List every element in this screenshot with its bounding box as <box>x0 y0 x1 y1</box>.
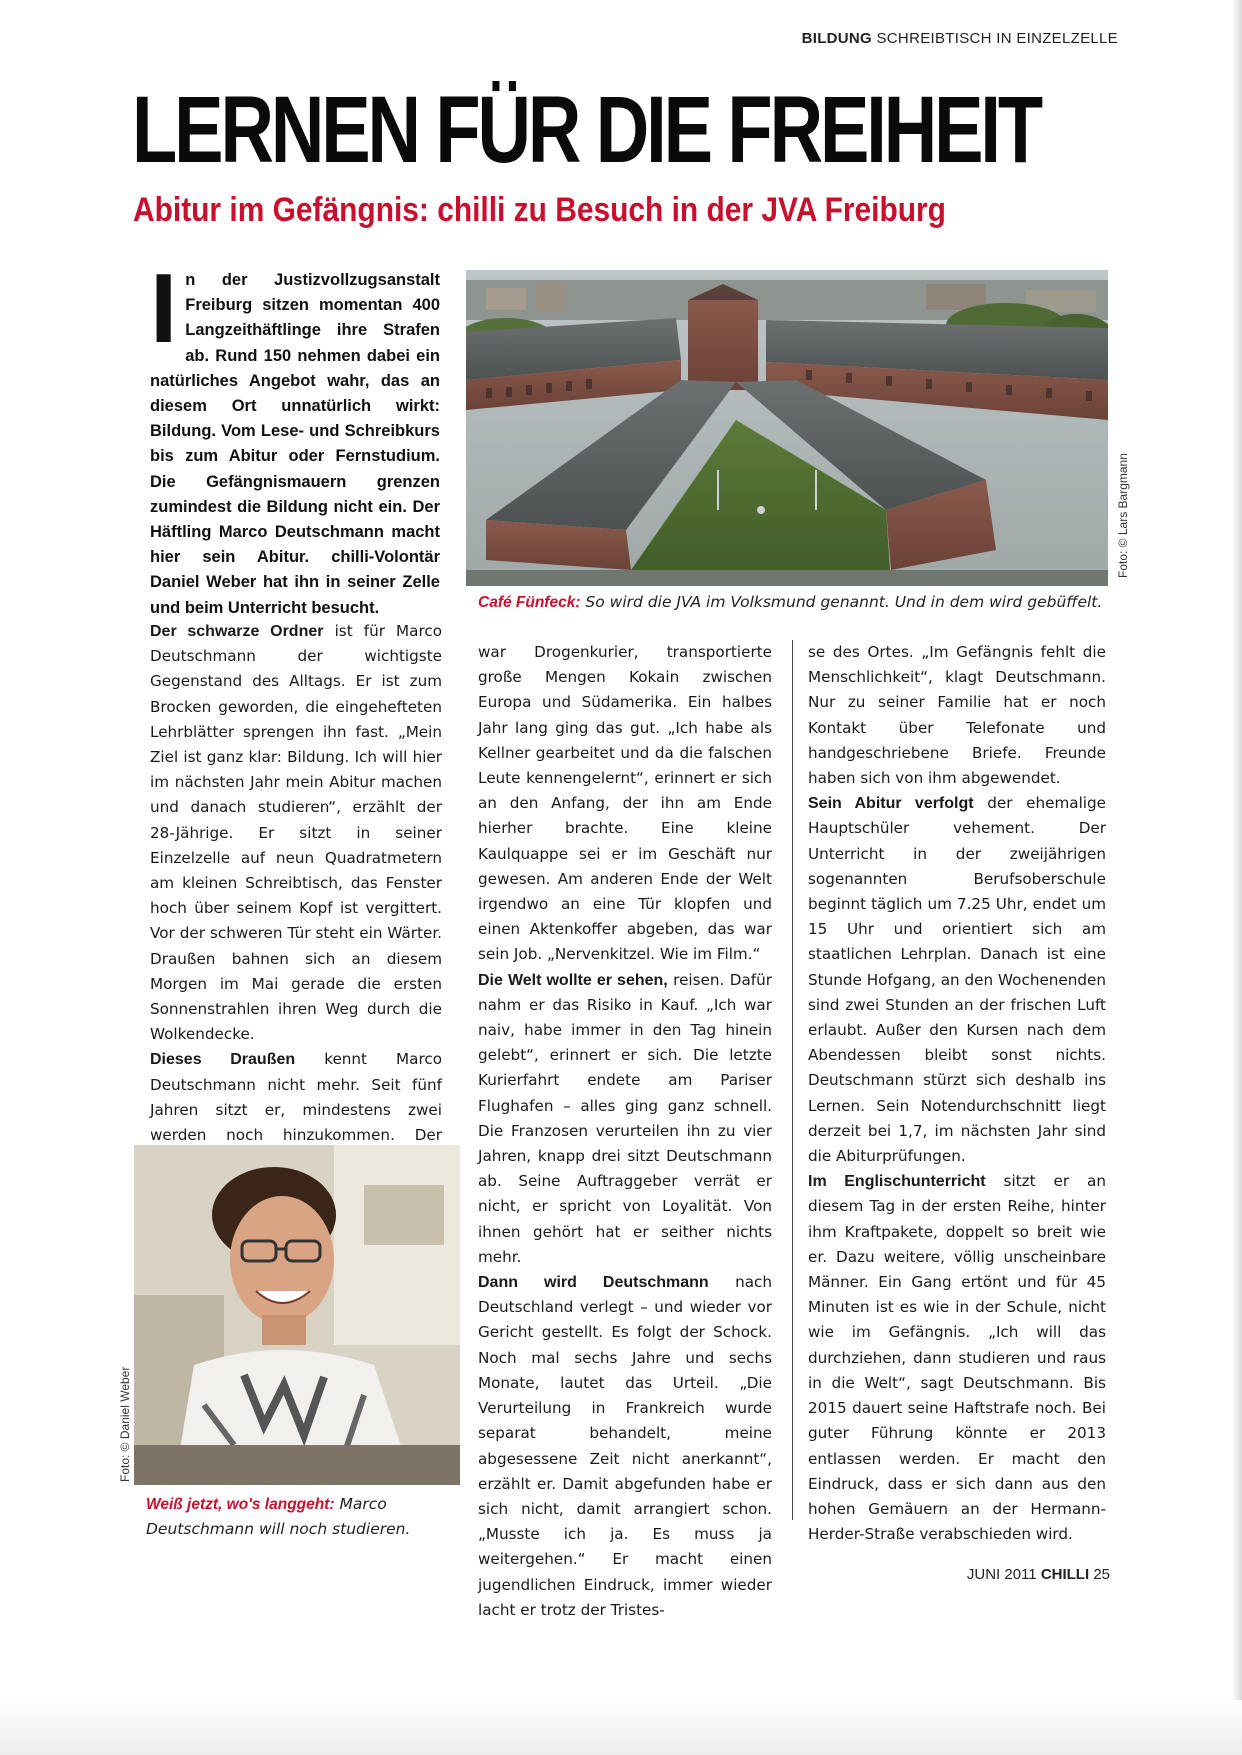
paragraph <box>808 1169 1106 1547</box>
paragraph-text: reisen. Dafür nahm er das Risiko in Kauf. „Ich war naiv, habe immer in den Tag hinein gelebt“, erinnert er sich. Die letzte Kurierfahrt endete am Pariser Flughafen – alles ging ganz schnell. Die Franzosen verurteilen ihn zu vier Jahren, knapp drei sitzt Deutschmann ab. Seine Auftraggeber verrät er nicht, er spricht von Loyalität. Von ihnen gehört hat er seither nichts mehr. <box>478 970 772 1266</box>
folio-magazine: CHILLI <box>1040 1566 1090 1583</box>
paragraph-text: se des Ortes. „Im Gefängnis fehlt die Menschlichkeit“, klagt Deutschmann. Nur zu seiner Familie hat er noch Kontakt über Telefonate und handgeschriebene Briefe. Freunde haben sich von ihm abgewendet. <box>808 643 1106 788</box>
column-divider <box>792 640 793 1520</box>
section-name: BILDUNG <box>801 30 873 47</box>
caption-portrait-text: Marco Deutschmann will noch studieren. <box>146 1495 411 1538</box>
paragraph-text: der ehemalige Hauptschüler vehement. Der Unterricht in der zweijährigen sogenannten Berufsoberschule beginnt täglich um 7.25 Uhr, endet um 15 Uhr und orientiert sich am staatlichen Lehrplan. Danach ist eine Stunde Hofgang, an den Wochenenden sind zwei Stunden an der frischen Luft erlaubt. Außer den Kursen nach dem Abendessen bleibt sonst nichts. Deutschmann stürzt sich deshalb ins Lernen. Sein Notendurchschnitt liegt derzeit bei 1,7, im nächsten Jahr sind die Abiturprüfungen. <box>808 794 1106 1166</box>
caption-portrait <box>146 1492 466 1541</box>
paragraph-lead: Dann wird Deutschmann <box>478 1274 709 1292</box>
paragraph <box>150 619 442 1047</box>
headline: LERNEN FÜR DIE FREIHEIT <box>132 77 1041 183</box>
paragraph-text: ist für Marco Deutschmann der wichtigste Gegenstand des Alltags. Er ist zum Brocken geworden, die eingehefteten Lehrblätter sprengen ihn fast. „Mein Ziel ist ganz klar: Bildung. Ich will hier im nächsten Jahr mein Abitur machen und danach studieren“, erzählt der 28-Jährige. Er sitzt in seiner Einzelzelle auf neun Quadratmetern am kleinen Schreibtisch, das Fenster hoch über seinem Kopf ist vergittert. Vor der schweren Tür steht ein Wärter. Draußen bahnen sich an diesem Morgen im Mai gerade die ersten Sonnenstrahlen ihren Weg durch die Wolkendecke. <box>150 622 443 1044</box>
dropcap: I <box>150 253 178 363</box>
photo-credit-portrait: Foto: © Daniel Weber <box>118 1366 132 1482</box>
caption-main-lead: Café Fünfeck: <box>478 594 581 611</box>
paragraph-lead: Der schwarze Ordner <box>150 623 324 640</box>
lead-paragraph <box>150 253 440 621</box>
prison-aerial-photo <box>466 270 1108 586</box>
paragraph-lead: Im Englischunterricht <box>808 1173 986 1191</box>
paragraph-text: nach Deutschland verlegt – und wieder vor Gericht gestellt. Es folgt der Schock. Noch mal sechs Jahre und sechs Monate, lautet das Urteil. „Die Verurteilung in Frankreich wurde separat behandelt, meine abgesessene Zeit nicht anerkannt“, erzählt er. Damit abgefunden habe er sich nicht, damit arrangiert schon. „Musste ich ja. Es muss ja weitergehen.“ Er macht einen jugendlichen Eindruck, immer wieder lacht er trotz der Tristes- <box>478 1273 772 1619</box>
caption-main-text: So wird die JVA im Volksmund genannt. Und in dem wird gebüffelt. <box>580 593 1103 611</box>
paragraph <box>478 1270 772 1623</box>
scan-bottom-shadow <box>0 1700 1242 1755</box>
section-tag <box>802 30 1118 47</box>
caption-portrait-lead: Weiß jetzt, wo's langgeht: <box>146 1496 335 1513</box>
photo-credit-main: Foto: © Lars Bargmann <box>1116 453 1130 578</box>
portrait-illustration <box>134 1145 460 1485</box>
paragraph <box>478 640 772 968</box>
body-column-3 <box>808 640 1106 1547</box>
paragraph <box>478 968 772 1270</box>
lead-text: n der Justizvollzugsanstalt Freiburg sitzen momentan 400 Langzeithäftlinge ihre Strafen ab. Rund 150 nehmen dabei ein natürliches Angebot wahr, das an diesem Ort unnatürlich wirkt: Bildung. Vom Lese- und Schreibkurs bis zum Abitur oder Fernstudium. Die Gefängnismauern grenzen zumindest die Bildung nicht ein. Der Häftling Marco Deutschmann macht hier sein Abitur. chilli-Volontär Daniel Weber hat ihn in seiner Zelle und beim Unterricht besucht. <box>150 271 440 617</box>
folio-issue: JUNI 2011 <box>966 1566 1037 1583</box>
section-topic: SCHREIBTISCH IN EINZELZELLE <box>876 30 1118 47</box>
page-folio <box>967 1566 1110 1583</box>
paragraph-text: sitzt er an diesem Tag in der ersten Reihe, hinter ihm Kraftpakete, doppelt so breit wie er. Dazu weitere, völlig unscheinbare Männer. Ein Gang ertönt und für 45 Minuten ist es wie in der Schule, nicht wie im Gefängnis. „Ich will das durchziehen, dann studieren und raus in die Welt“, sagt Deutschmann. Bis 2015 dauert seine Haftstrafe noch. Bei guter Führung könnte er 2013 entlassen werden. Er macht den Eindruck, dass er sich dann aus den hohen Gemäuern an der Hermann-Herder-Straße verabschieden wird. <box>808 1172 1106 1544</box>
portrait-photo <box>134 1145 460 1485</box>
paragraph-text: kennt Marco Deutschmann nicht mehr. Seit fünf Jahren sitzt er, mindestens zwei werden noch hinzukommen. Der <box>150 1050 443 1145</box>
scan-edge-shadow <box>1232 0 1242 1755</box>
caption-main <box>478 590 1118 615</box>
paragraph-lead: Die Welt wollte er sehen, <box>478 971 668 989</box>
paragraph-lead: Dieses Draußen <box>150 1051 296 1069</box>
body-column-2 <box>478 640 772 1623</box>
subheadline: Abitur im Gefängnis: chilli zu Besuch in der JVA Freiburg <box>133 191 946 229</box>
paragraph <box>808 640 1106 791</box>
paragraph-text: war Drogenkurier, transportierte große Mengen Kokain zwischen Europa und Südamerika. Ein halbes Jahr lang ging das gut. „Ich habe als Kellner gearbeitet und da die falschen Leute kennengelernt“, erinnert er sich an den Anfang, der ihn am Ende hierher brachte. Eine kleine Kaulquappe sei er im Geschäft nur gewesen. Am anderen Ende der Welt irgendwo an eine Tür klopfen und einen Aktenkoffer abgeben, das war sein Job. „Nervenkitzel. Wie im Film.“ <box>478 643 772 964</box>
paragraph-lead: Sein Abitur verfolgt <box>808 795 974 813</box>
paragraph <box>808 791 1106 1169</box>
folio-page-number: 25 <box>1093 1566 1110 1583</box>
body-column-1 <box>150 619 442 1173</box>
prison-aerial-illustration <box>466 270 1108 586</box>
